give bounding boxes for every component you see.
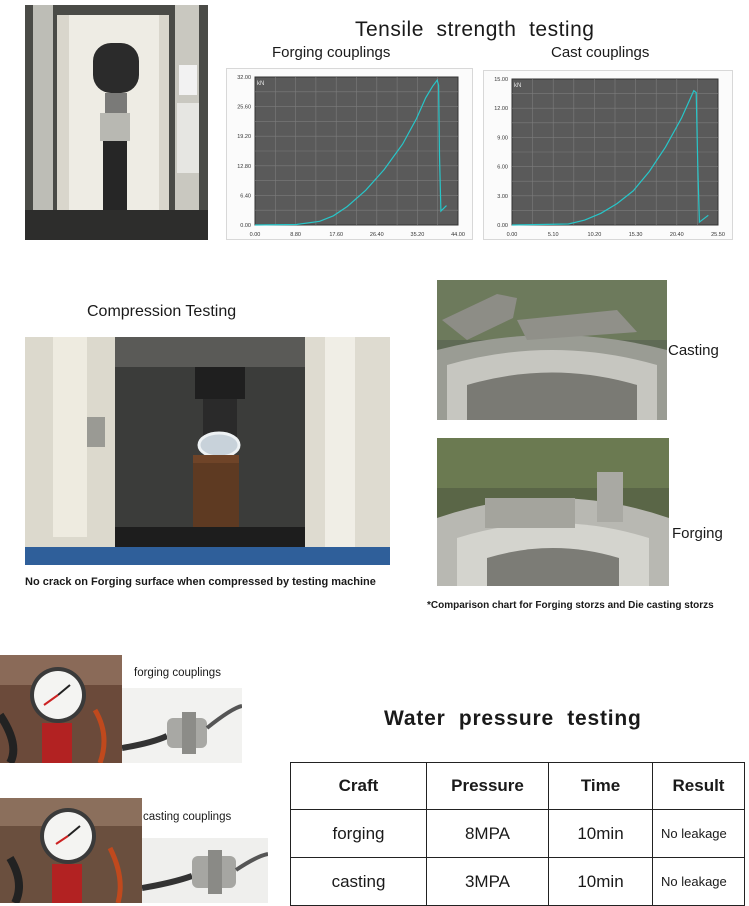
time-cell: 10min <box>549 810 653 858</box>
craft-cell: forging <box>291 810 427 858</box>
casting-fracture-photo <box>437 280 667 420</box>
forging-tensile-chart <box>226 68 473 240</box>
table-row <box>291 810 745 858</box>
header-time: Time <box>549 763 653 810</box>
y-axis-label: kN <box>514 83 522 89</box>
x-tick-label: 5.10 <box>547 232 559 238</box>
y-tick-label: 6.00 <box>497 164 508 171</box>
cast-tensile-chart <box>483 70 733 240</box>
water-pressure-title: Water pressure testing <box>384 707 642 730</box>
x-tick-label: 35.20 <box>410 232 425 238</box>
result-cell: No leakage <box>653 810 745 858</box>
compression-title: Compression Testing <box>87 303 237 320</box>
forging-gauge-photo <box>0 655 122 763</box>
x-tick-label: 25.50 <box>711 232 725 238</box>
tensile-title: Tensile strength testing <box>355 18 595 41</box>
x-tick-label: 15.30 <box>628 232 643 238</box>
header-result: Result <box>653 763 745 810</box>
time-cell: 10min <box>549 858 653 906</box>
table-row <box>291 858 745 906</box>
casting-gauge-photo <box>0 798 142 903</box>
x-tick-label: 0.00 <box>506 232 518 238</box>
x-tick-label: 8.80 <box>290 232 301 238</box>
compression-machine-photo <box>25 337 390 565</box>
header-craft: Craft <box>291 763 427 810</box>
table-header-row <box>291 763 745 810</box>
y-tick-label: 32.00 <box>237 75 251 81</box>
cast-chart-label: Cast couplings <box>551 44 650 61</box>
y-tick-label: 25.60 <box>237 104 251 111</box>
header-pressure: Pressure <box>427 763 549 810</box>
casting-coupling-photo <box>142 838 268 903</box>
x-tick-label: 26.40 <box>369 232 384 238</box>
x-tick-label: 44.00 <box>451 232 465 238</box>
y-tick-label: 0.00 <box>240 223 251 229</box>
y-tick-label: 12.00 <box>494 106 508 113</box>
compression-caption: No crack on Forging surface when compressed by testing machine <box>25 576 376 588</box>
forging-chart-label: Forging couplings <box>272 44 391 61</box>
pressure-cell: 3MPA <box>427 858 549 906</box>
forging-couplings-img-label: forging couplings <box>134 667 221 679</box>
casting-label: Casting <box>668 342 719 359</box>
result-cell: No leakage <box>653 858 745 906</box>
y-tick-label: 12.80 <box>237 163 251 170</box>
forging-tensile-chart-svg <box>227 69 472 239</box>
y-tick-label: 15.00 <box>494 77 508 83</box>
y-tick-label: 0.00 <box>497 223 508 229</box>
comparison-caption: *Comparison chart for Forging storzs and Die casting storzs <box>427 600 714 611</box>
x-tick-label: 17.60 <box>329 232 344 238</box>
craft-cell: casting <box>291 858 427 906</box>
x-tick-label: 20.40 <box>669 232 684 238</box>
forging-coupling-photo <box>122 688 242 763</box>
y-tick-label: 19.20 <box>237 134 251 141</box>
y-tick-label: 9.00 <box>497 135 508 142</box>
x-tick-label: 0.00 <box>249 232 261 238</box>
water-pressure-table <box>290 762 745 906</box>
tensile-machine-photo <box>25 5 208 240</box>
y-axis-label: kN <box>257 81 265 87</box>
pressure-cell: 8MPA <box>427 810 549 858</box>
y-tick-label: 3.00 <box>497 193 508 200</box>
y-tick-label: 6.40 <box>240 193 251 200</box>
cast-tensile-chart-svg <box>484 71 732 239</box>
x-tick-label: 10.20 <box>587 232 602 238</box>
casting-couplings-img-label: casting couplings <box>143 811 232 823</box>
forging-compression-photo <box>437 438 669 586</box>
forging-label: Forging <box>672 525 723 542</box>
